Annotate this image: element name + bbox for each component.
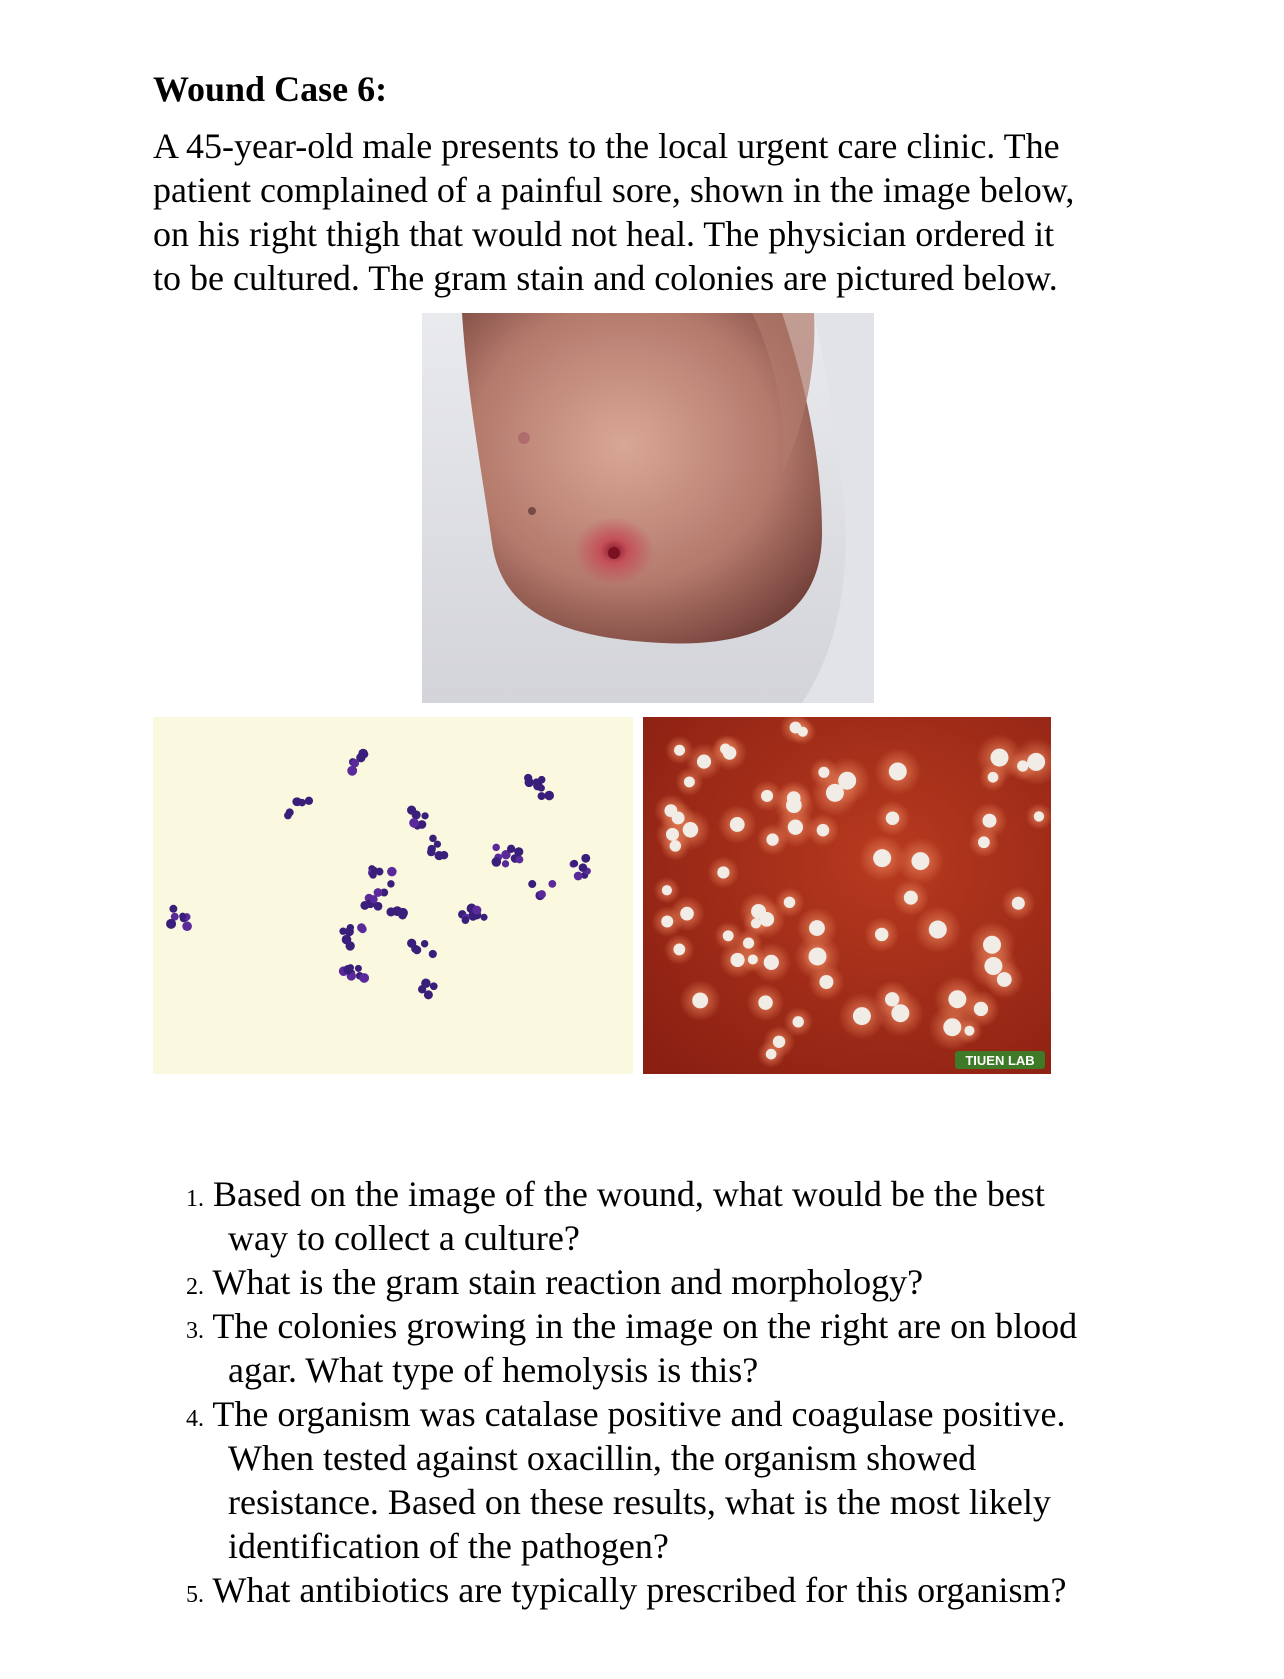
bacterial-colony	[982, 814, 996, 828]
cocci-cell	[398, 908, 408, 918]
bacterial-colony	[809, 920, 825, 936]
bacterial-colony	[790, 722, 802, 734]
bacterial-colony	[793, 1016, 804, 1027]
bacterial-colony	[751, 904, 766, 919]
cocci-cell	[544, 791, 554, 801]
bacterial-colony	[984, 957, 1002, 975]
question-text: agar. What type of hemolysis is this?	[228, 1350, 759, 1390]
cocci-cell	[533, 778, 541, 786]
bacterial-colony	[784, 897, 795, 908]
bacterial-colony	[692, 993, 708, 1009]
cocci-cell	[305, 797, 313, 805]
bacterial-colony	[723, 930, 734, 941]
cocci-cell	[357, 923, 366, 932]
bacterial-colony	[990, 749, 1008, 767]
intro-line: A 45-year-old male presents to the local urgent care clinic. The	[153, 126, 1060, 166]
cocci-cell	[571, 860, 578, 867]
question-text: The organism was catalase positive and coagulase positive.	[212, 1394, 1066, 1434]
bacterial-colony	[786, 797, 802, 813]
bacterial-colony	[818, 767, 829, 778]
question-text: What antibiotics are typically prescribed for this organism?	[212, 1570, 1067, 1610]
cocci-cell	[284, 812, 292, 820]
cocci-cell	[525, 778, 534, 787]
cocci-cell	[480, 914, 487, 921]
cocci-cell	[492, 857, 502, 867]
cocci-cell	[538, 785, 545, 792]
bacterial-colony	[875, 928, 888, 941]
cocci-cell	[409, 818, 419, 828]
watermark-text: TIUEN LAB	[965, 1053, 1035, 1068]
question-text: The colonies growing in the image on the right are on blood	[212, 1306, 1078, 1346]
cocci-cell	[507, 845, 515, 853]
cocci-cell	[581, 854, 590, 863]
bacterial-colony	[809, 947, 827, 965]
case-description	[153, 124, 1163, 300]
bacterial-colony	[988, 772, 999, 783]
cocci-cell	[528, 880, 536, 888]
intro-line: on his right thigh that would not heal. The physician ordered it	[153, 214, 1055, 254]
bacterial-colony	[751, 918, 761, 928]
cocci-cell	[182, 921, 192, 931]
question-number: 2.	[186, 1274, 204, 1300]
question-item	[186, 1304, 1077, 1353]
cocci-cell	[538, 792, 546, 800]
bacterial-colony	[761, 790, 773, 802]
question-item	[186, 1568, 1066, 1617]
bacterial-colony	[764, 955, 779, 970]
cocci-cell	[386, 907, 395, 916]
cocci-cell	[387, 867, 396, 876]
bacterial-colony	[889, 762, 907, 780]
cocci-cell	[166, 919, 176, 929]
cocci-cell	[428, 845, 436, 853]
bacterial-colony	[911, 852, 929, 870]
question-text: way to collect a culture?	[228, 1218, 580, 1258]
cocci-cell	[293, 797, 302, 806]
cocci-cell	[492, 844, 500, 852]
cocci-cell	[440, 851, 449, 860]
bacterial-colony	[788, 820, 803, 835]
cocci-cell	[347, 766, 357, 776]
bacterial-colony	[885, 992, 899, 1006]
cocci-cell	[574, 872, 583, 881]
intro-line: to be cultured. The gram stain and colonies are pictured below.	[153, 258, 1058, 298]
bacterial-colony	[743, 938, 754, 949]
bacterial-colony	[730, 817, 745, 832]
bacterial-colony	[717, 866, 729, 878]
bacterial-colony	[886, 811, 900, 825]
bacterial-colony	[978, 836, 990, 848]
bacterial-colony	[730, 953, 744, 967]
cocci-cell	[339, 928, 346, 935]
bacterial-colony	[948, 990, 966, 1008]
bacterial-colony	[904, 891, 918, 905]
cocci-cell	[514, 847, 523, 856]
bacterial-colony	[929, 921, 947, 939]
bacterial-colony	[680, 907, 694, 921]
cocci-cell	[407, 939, 416, 948]
question-text: identification of the pathogen?	[228, 1526, 669, 1566]
bacterial-colony	[758, 995, 772, 1009]
cocci-cell	[418, 820, 427, 829]
bacterial-colony	[819, 975, 833, 989]
cocci-cell	[429, 835, 437, 843]
bacterial-colony	[974, 1002, 988, 1016]
cocci-cell	[169, 905, 177, 913]
cocci-cell	[538, 890, 546, 898]
question-item	[186, 1172, 1045, 1221]
cocci-cell	[370, 895, 378, 903]
cocci-cell	[421, 940, 428, 947]
blood-agar-colonies-photo	[643, 717, 1051, 1074]
bacterial-colony	[891, 1004, 909, 1022]
bacterial-colony	[672, 811, 685, 824]
cocci-cell	[355, 965, 362, 972]
question-number: 1.	[186, 1186, 204, 1212]
bacterial-colony	[1017, 760, 1028, 771]
bacterial-colony	[670, 840, 682, 852]
cocci-cell	[579, 863, 588, 872]
cocci-cell	[359, 973, 369, 983]
bacterial-colony	[766, 833, 778, 845]
intro-line: patient complained of a painful sore, shown in the image below,	[153, 170, 1075, 210]
question-number: 4.	[186, 1406, 204, 1432]
case-title: Wound Case 6:	[153, 69, 388, 109]
bacterial-colony	[983, 936, 1001, 954]
bacterial-colony	[697, 755, 711, 769]
question-number: 5.	[186, 1582, 204, 1608]
cocci-cell	[462, 916, 470, 924]
bacterial-colony	[684, 776, 695, 787]
bacterial-colony	[720, 744, 731, 755]
bacterial-colony	[826, 784, 844, 802]
bacterial-colony	[997, 972, 1012, 987]
cocci-cell	[516, 856, 524, 864]
question-text: Based on the image of the wound, what would be the best	[213, 1174, 1045, 1214]
cocci-cell	[502, 860, 509, 867]
bacterial-colony	[1012, 897, 1025, 910]
bacterial-colony	[964, 1026, 974, 1036]
bacterial-colony	[873, 849, 891, 867]
bacterial-colony	[674, 745, 685, 756]
bacterial-colony	[773, 1036, 785, 1048]
question-item	[186, 1392, 1065, 1441]
bacterial-colony	[1034, 811, 1044, 821]
question-text: When tested against oxacillin, the organism showed	[228, 1438, 977, 1478]
gram-stain-micrograph	[153, 717, 633, 1074]
cocci-cell	[345, 941, 354, 950]
bacterial-colony	[817, 824, 830, 837]
question-item	[186, 1260, 923, 1309]
cocci-cell	[179, 913, 186, 920]
cocci-cell	[387, 880, 394, 887]
cocci-cell	[430, 982, 438, 990]
bacterial-colony	[748, 954, 758, 964]
cocci-cell	[343, 965, 353, 975]
cocci-cell	[548, 880, 556, 888]
cocci-cell	[472, 906, 481, 915]
bacterial-colony	[943, 1018, 961, 1036]
bacterial-colony	[766, 1049, 777, 1060]
cocci-cell	[429, 950, 437, 958]
cocci-cell	[421, 812, 428, 819]
cocci-cell	[407, 806, 416, 815]
question-number: 3.	[186, 1318, 204, 1344]
wound-photo	[422, 313, 874, 703]
bacterial-colony	[853, 1007, 871, 1025]
bacterial-colony	[662, 885, 672, 895]
cocci-cell	[418, 985, 426, 993]
bacterial-colony	[666, 828, 679, 841]
bacterial-colony	[683, 822, 699, 838]
bacterial-colony	[673, 944, 685, 956]
question-text: What is the gram stain reaction and morphology?	[212, 1262, 924, 1302]
cocci-cell	[369, 871, 376, 878]
bacterial-colony	[661, 916, 673, 928]
question-text: resistance. Based on these results, what is the most likely	[228, 1482, 1051, 1522]
bacterial-colony	[1027, 753, 1045, 771]
